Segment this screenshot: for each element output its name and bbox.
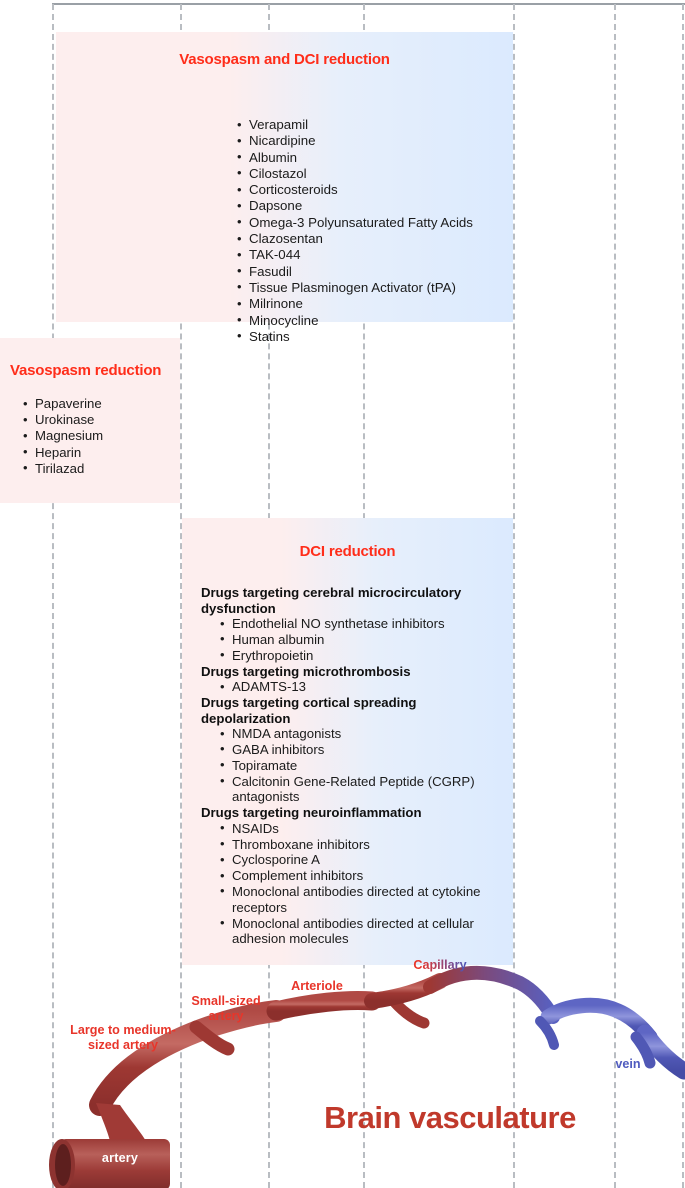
list-item: • Corticosteroids [236, 182, 473, 198]
label-large-medium-artery: Large to medium-sized artery [70, 1023, 176, 1052]
list-item: • Omega-3 Polyunsaturated Fatty Acids [236, 215, 473, 231]
artery-trunk-joint [96, 1103, 146, 1141]
dci-group-title: Drugs targeting neuroinflammation [201, 805, 422, 821]
list-item: • Monoclonal antibodies directed at cytokine receptors [219, 884, 496, 916]
panel-vasospasm-and-dci [56, 32, 513, 344]
list-item: • Fasudil [236, 264, 473, 280]
list-item: • Dapsone [236, 198, 473, 214]
list-item: • Albumin [236, 150, 473, 166]
dci-group-list [219, 726, 496, 805]
list-item: • Erythropoietin [219, 648, 496, 664]
vasospasm-and-dci-drug-list [236, 117, 473, 345]
label-capillary: Capillary [390, 958, 490, 973]
label-small-sized-artery: Small-sized artery [191, 994, 261, 1023]
dci-group-title: Drugs targeting cortical spreading depolarization [201, 694, 417, 726]
dci-group-list [219, 821, 496, 947]
list-item: • TAK-044 [236, 247, 473, 263]
list-item: • Papaverine [22, 396, 103, 412]
list-item: • Thromboxane inhibitors [219, 837, 496, 853]
vein-branch-stub-1 [540, 1021, 554, 1045]
list-item: • Minocycline [236, 313, 473, 329]
list-item: • Statins [236, 329, 473, 345]
list-item: • Tissue Plasminogen Activator (tPA) [236, 280, 473, 296]
list-item: • Cyclosporine A [219, 852, 496, 868]
label-artery-cylinder: artery [101, 1151, 139, 1165]
list-item: • ADAMTS-13 [219, 679, 496, 695]
panel-vasospasm-and-dci-title: Vasospasm and DCI reduction [179, 51, 390, 68]
capillary-segment [430, 973, 553, 1017]
dci-group-list [219, 679, 496, 695]
list-item: • Calcitonin Gene-Related Peptide (CGRP) antagonists [219, 774, 496, 806]
list-item: • GABA inhibitors [219, 742, 496, 758]
list-item: • Magnesium [22, 428, 103, 444]
list-item: • Heparin [22, 445, 103, 461]
dci-group-title: Drugs targeting microthrombosis [201, 663, 411, 679]
list-item: • Milrinone [236, 296, 473, 312]
list-item: • NSAIDs [219, 821, 496, 837]
vasospasm-reduction-drug-list [22, 396, 103, 477]
list-item: • Topiramate [219, 758, 496, 774]
list-item: • Complement inhibitors [219, 868, 496, 884]
top-rule [52, 3, 685, 5]
list-item: • Verapamil [236, 117, 473, 133]
label-arteriole: Arteriole [291, 979, 343, 993]
panel-dci-reduction-title: DCI reduction [299, 543, 396, 560]
list-item: • Monoclonal antibodies directed at cellular adhesion molecules [219, 916, 496, 948]
dci-group-title: Drugs targeting cerebral microcirculatory dysfunction [201, 585, 462, 616]
dci-reduction-body [201, 585, 496, 947]
list-item: • Tirilazad [22, 461, 103, 477]
list-item: • NMDA antagonists [219, 726, 496, 742]
list-item: • Cilostazol [236, 166, 473, 182]
panel-vasospasm-reduction-title: Vasospasm reduction [10, 362, 162, 379]
panel-vasospasm-reduction [0, 338, 180, 503]
panel-dci-reduction [182, 518, 513, 965]
list-item: • Nicardipine [236, 133, 473, 149]
label-vein: vein [615, 1057, 641, 1071]
small-sized-artery-segment [276, 1000, 372, 1011]
list-item: • Endothelial NO synthetase inhibitors [219, 616, 496, 632]
list-item: • Urokinase [22, 412, 103, 428]
dci-group-list [219, 616, 496, 663]
brain-vasculature-title: Brain vasculature [324, 1100, 576, 1135]
list-item: • Human albumin [219, 632, 496, 648]
list-item: • Clazosentan [236, 231, 473, 247]
